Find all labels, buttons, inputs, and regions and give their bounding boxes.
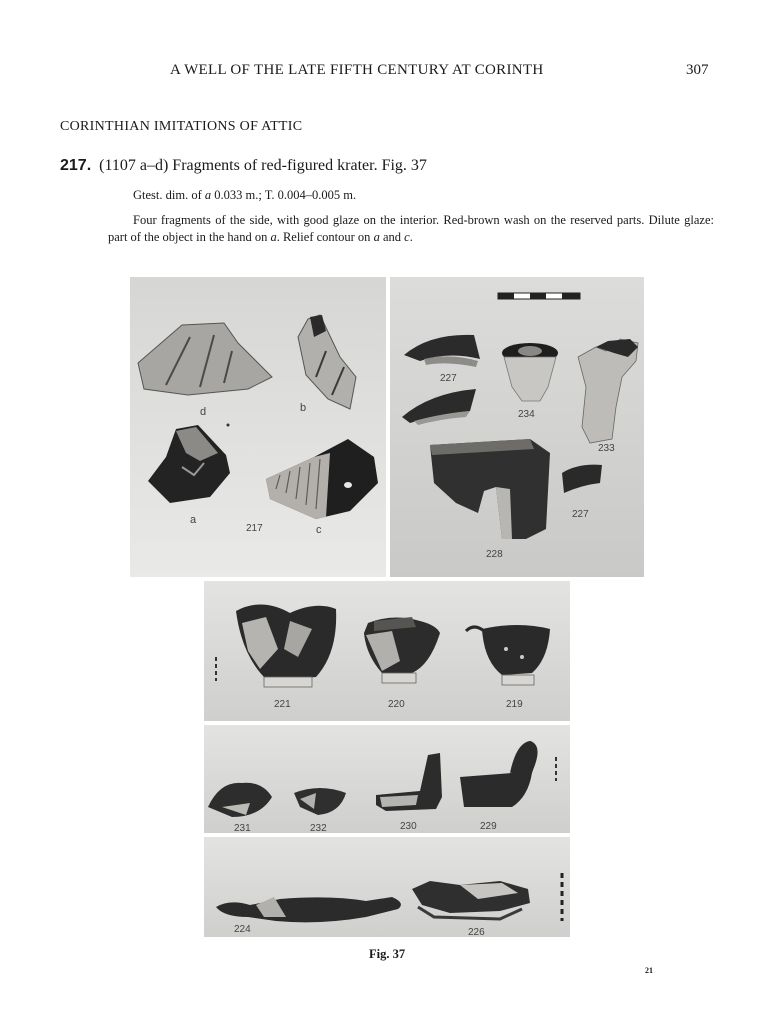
- page-number: 307: [686, 62, 709, 78]
- label-224: 224: [234, 924, 251, 935]
- label-b: b: [300, 402, 307, 414]
- entry-dimensions: [133, 188, 356, 203]
- panel-cups-row-2: [204, 725, 570, 834]
- desc-text: . Relief contour on: [276, 230, 374, 244]
- entry-title: (1107 a–d) Fragments of red-figured krater. Fig. 37: [99, 157, 427, 174]
- label-227-bottom: 227: [572, 509, 589, 520]
- scale-bar: [498, 293, 580, 299]
- label-234: 234: [518, 409, 535, 420]
- dim-text: Gtest. dim. of: [133, 188, 205, 202]
- label-226: 226: [468, 927, 485, 937]
- label-217: 217: [246, 523, 263, 534]
- label-221: 221: [274, 699, 291, 710]
- entry-number: 217.: [60, 157, 92, 174]
- label-229: 229: [480, 821, 497, 832]
- label-220: 220: [388, 699, 405, 710]
- desc-italic: a: [373, 230, 380, 244]
- running-head: A WELL OF THE LATE FIFTH CENTURY AT CORINTH: [170, 62, 544, 78]
- desc-text: .: [409, 230, 413, 244]
- label-232: 232: [310, 823, 327, 834]
- desc-text: Four fragments of the side, with good glaze on the interior. Red-brown wash on the reserved parts. Dilute glaze: part of the object in the hand on: [108, 213, 714, 244]
- desc-italic: a: [270, 230, 277, 244]
- label-227-top: 227: [440, 373, 457, 384]
- panel-cups-row-1: [204, 581, 570, 721]
- label-a: a: [190, 514, 197, 526]
- entry-description: [108, 212, 714, 246]
- desc-italic: c: [404, 230, 410, 244]
- signature-mark: 21: [645, 966, 653, 975]
- label-219: 219: [506, 699, 523, 710]
- figure-caption: Fig. 37: [369, 947, 406, 961]
- label-228: 228: [486, 549, 503, 560]
- dim-italic: a: [204, 188, 212, 202]
- dim-text: 0.033 m.; T. 0.004–0.005 m.: [211, 188, 357, 202]
- plate-drawing: [130, 277, 644, 937]
- section-heading: CORINTHIAN IMITATIONS OF ATTIC: [60, 119, 303, 134]
- label-230: 230: [400, 821, 417, 832]
- desc-text: and: [379, 230, 405, 244]
- catalogue-entry: [60, 157, 427, 175]
- panel-cups-row-3: [204, 837, 570, 937]
- panel-krater-fragments: [130, 277, 386, 577]
- label-c: c: [316, 524, 322, 536]
- photo-plate: [130, 277, 644, 937]
- label-233: 233: [598, 443, 615, 454]
- label-231: 231: [234, 823, 251, 834]
- panel-assorted-fragments: [390, 277, 644, 577]
- label-d: d: [200, 406, 207, 418]
